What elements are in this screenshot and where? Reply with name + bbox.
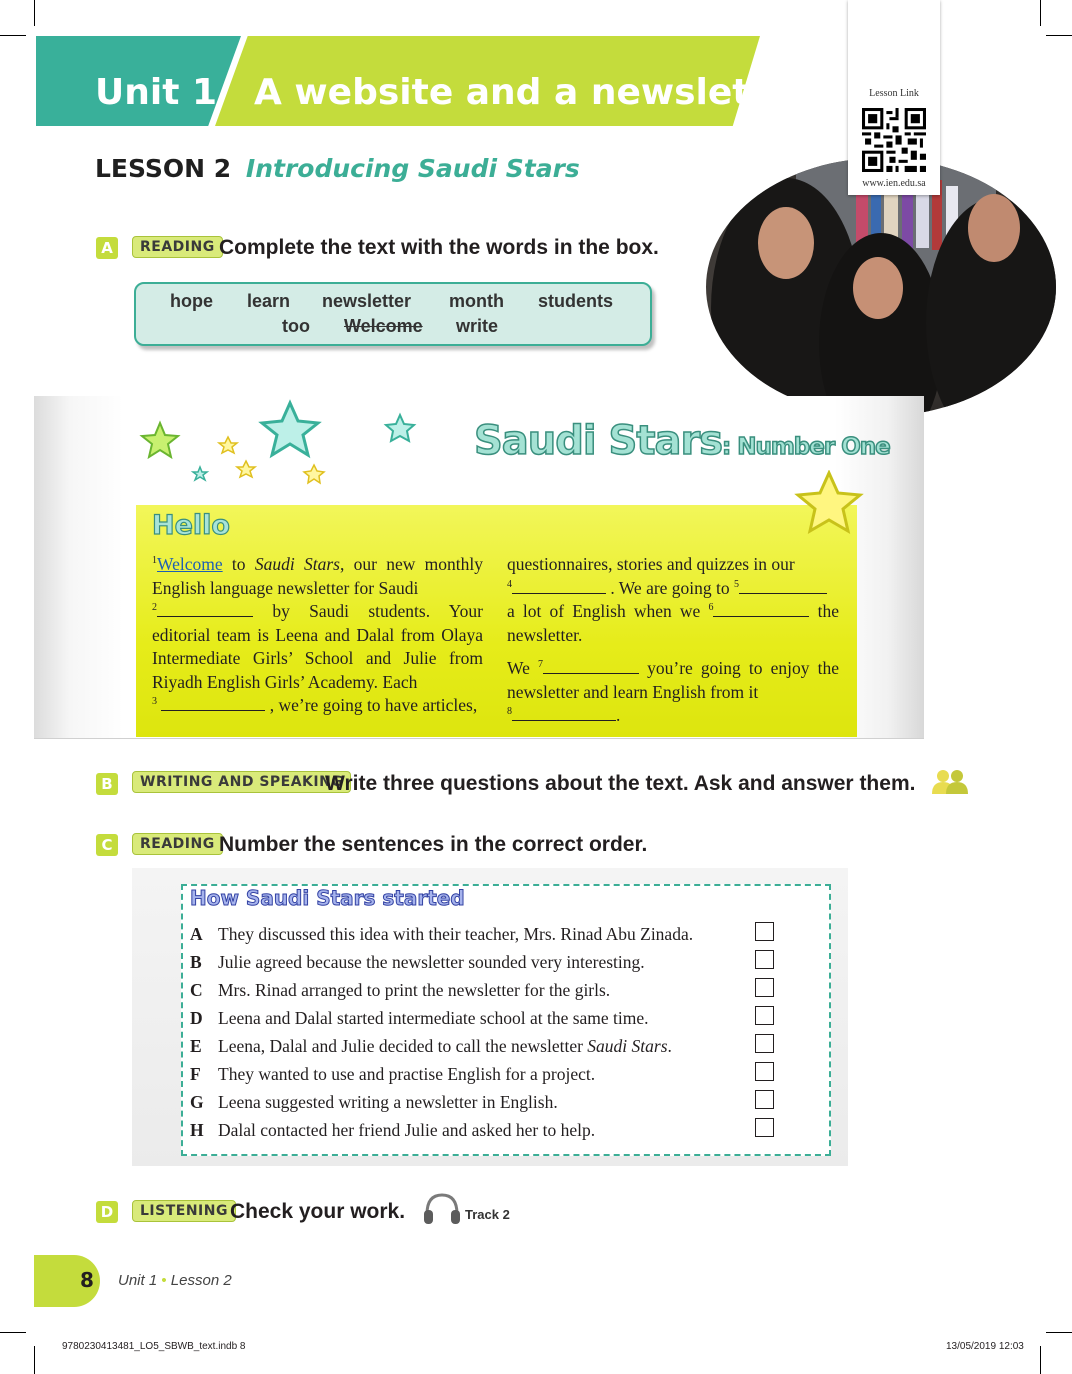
crop-mark: [1046, 1332, 1072, 1333]
order-checkbox-g[interactable]: [755, 1090, 774, 1109]
blank-number: 2: [152, 602, 157, 614]
order-checkbox-f[interactable]: [755, 1062, 774, 1081]
star-icon: [237, 461, 255, 477]
article-text: . We are going to: [606, 577, 735, 598]
star-icon: [794, 470, 864, 536]
sentence-letter: H: [190, 1120, 204, 1140]
sentence-row-a: [190, 924, 693, 945]
article-text: a lot of English when we: [507, 601, 709, 621]
blank-number: 1: [152, 555, 157, 567]
sentence-row-c: [190, 980, 610, 1001]
track-number: Track 2: [465, 1207, 510, 1222]
lesson-title: Introducing Saudi Stars: [245, 154, 580, 183]
newsletter-name: Saudi Stars: [474, 418, 723, 464]
lesson-link-panel[interactable]: [848, 0, 940, 195]
sentence-text: Mrs. Rinad arranged to print the newsletter for the girls.: [218, 980, 611, 1000]
word-write: write: [456, 316, 499, 336]
sentence-text: Leena, Dalal and Julie decided to call the newsletter: [218, 1036, 588, 1056]
word-newsletter: newsletter: [322, 291, 412, 311]
footer-unit: Unit 1: [118, 1272, 158, 1289]
word-learn: learn: [247, 291, 291, 311]
blank-number: 8: [507, 706, 512, 718]
task-c-instruction: Number the sentences in the correct order.: [219, 833, 648, 856]
word-box: [134, 282, 652, 346]
sentence-letter: B: [190, 952, 202, 972]
article-column-left: [152, 553, 483, 718]
footer-bullet: •: [161, 1272, 167, 1289]
sentence-text: They discussed this idea with their teacher, Mrs. Rinad Abu Zinada.: [218, 924, 694, 944]
article-text: .: [616, 705, 621, 725]
sentence-row-d: [190, 1008, 649, 1029]
task-b-instruction: Write three questions about the text. Ask and answer them.: [325, 772, 916, 795]
article-column-right: [507, 553, 839, 738]
sentence-text: Leena suggested writing a newsletter in English.: [218, 1092, 558, 1112]
sentence-text: Leena and Dalal started intermediate school at the same time.: [218, 1008, 649, 1028]
star-icon: [386, 415, 414, 441]
answer-blank-3[interactable]: [161, 696, 265, 711]
footer-breadcrumb: [118, 1272, 232, 1289]
print-slug-file: 9780230413481_LO5_SBWB_text.indb 8: [62, 1341, 246, 1352]
sentences-box-title: How Saudi Stars started: [190, 886, 465, 910]
order-checkbox-h[interactable]: [755, 1118, 774, 1137]
order-checkbox-c[interactable]: [755, 978, 774, 997]
lesson-link-url[interactable]: www.ien.edu.sa: [862, 178, 926, 189]
sentence-text: Dalal contacted her friend Julie and asked her to help.: [218, 1120, 596, 1140]
article-text: by Saudi students. Your editorial team is Leena and Dalal from Olaya Intermediate Girls’ School and Julie from Riyadh English Girls’ Academy. Each: [152, 601, 483, 692]
newsletter-title: [474, 418, 890, 464]
order-checkbox-d[interactable]: [755, 1006, 774, 1025]
star-icon: [193, 467, 207, 480]
sentence-letter: F: [190, 1064, 201, 1084]
sentence-letter: E: [190, 1036, 202, 1056]
star-icon: [219, 437, 237, 453]
sentence-row-e: [190, 1036, 672, 1057]
page-number: 8: [80, 1268, 94, 1292]
blank-number: 5: [734, 578, 740, 590]
task-d-instruction: Check your work.: [230, 1200, 406, 1223]
article-text: questionnaires, stories and quizzes in our: [507, 554, 795, 574]
task-a-skill-badge: READING: [132, 236, 223, 258]
article-text: you’re going to enjoy the newsletter and learn English from it: [507, 658, 840, 702]
order-checkbox-b[interactable]: [755, 950, 774, 969]
crop-mark: [0, 35, 26, 36]
sentence-row-b: [190, 952, 645, 973]
sentence-letter: G: [190, 1092, 204, 1112]
sentence-text: .: [667, 1036, 672, 1056]
answer-blank-5[interactable]: [739, 579, 827, 594]
sentence-letter: C: [190, 980, 203, 1000]
crop-mark: [1040, 1346, 1041, 1374]
task-c-letter: C: [96, 834, 118, 856]
task-a-instruction: Complete the text with the words in the box.: [219, 236, 659, 259]
newsletter-name-inline: Saudi Stars: [587, 1036, 668, 1056]
blank-number: 3: [152, 696, 157, 708]
lesson-label: LESSON 2: [95, 154, 232, 183]
unit-label: Unit 1: [95, 72, 217, 113]
answer-blank-4[interactable]: [512, 579, 606, 594]
task-b-skill-badge: WRITING AND SPEAKING: [132, 771, 351, 793]
article-greeting: Hello: [152, 510, 230, 541]
example-answer: Welcome: [157, 554, 223, 574]
word-welcome-crossed: Welcome: [344, 316, 423, 336]
footer-lesson: Lesson 2: [170, 1272, 232, 1289]
newsletter-number: : Number One: [722, 434, 890, 460]
article-text: , our new monthly English language newsletter for Saudi: [152, 554, 483, 598]
blank-number: 7: [538, 659, 544, 671]
article-text: the newsletter.: [507, 601, 839, 645]
star-icon: [142, 423, 178, 457]
newsletter-name-inline: Saudi Stars: [254, 554, 340, 574]
qr-code-icon[interactable]: [862, 108, 926, 172]
word-hope: hope: [170, 291, 213, 311]
lesson-heading: [95, 154, 580, 183]
word-month: month: [449, 291, 504, 311]
unit-title: A website and a newsletter: [254, 72, 809, 113]
sentence-letter: A: [190, 924, 203, 944]
crop-mark: [34, 1346, 35, 1374]
article-text: to: [222, 554, 255, 574]
sentence-text: Julie agreed because the newsletter sounded very interesting.: [218, 952, 645, 972]
crop-mark: [34, 0, 35, 26]
sentence-row-g: [190, 1092, 558, 1113]
task-d-letter: D: [96, 1201, 118, 1223]
crop-mark: [0, 1332, 26, 1333]
decorative-stars: [130, 395, 430, 495]
answer-blank-6[interactable]: [713, 602, 809, 617]
lesson-link-label: Lesson Link: [869, 88, 919, 99]
word-students: students: [538, 291, 614, 311]
pair-work-icon: [930, 768, 970, 794]
order-checkbox-a[interactable]: [755, 922, 774, 941]
headphones-icon[interactable]: [422, 1192, 462, 1226]
star-icon: [262, 403, 318, 455]
blank-number: 4: [507, 578, 512, 590]
sentence-row-f: [190, 1064, 595, 1085]
sentence-letter: D: [190, 1008, 203, 1028]
blank-number: 6: [708, 602, 714, 614]
print-slug-date: 13/05/2019 12:03: [946, 1341, 1024, 1352]
crop-mark: [1046, 35, 1072, 36]
task-a-letter: A: [96, 237, 118, 259]
order-checkbox-e[interactable]: [755, 1034, 774, 1053]
crop-mark: [1040, 0, 1041, 26]
students-illustration: [706, 158, 1056, 416]
star-icon: [304, 465, 324, 483]
answer-blank-2[interactable]: [157, 602, 253, 617]
article-text: , we’re going to have articles,: [265, 695, 478, 715]
article-text: We: [507, 658, 539, 678]
answer-blank-7[interactable]: [543, 659, 639, 674]
students-photo: [706, 158, 1056, 416]
sentence-row-h: [190, 1120, 595, 1141]
task-b-letter: B: [96, 773, 118, 795]
task-c-skill-badge: READING: [132, 833, 223, 855]
task-d-skill-badge: LISTENING: [132, 1200, 236, 1222]
word-too: too: [282, 316, 310, 336]
answer-blank-8[interactable]: [512, 706, 616, 721]
sentence-text: They wanted to use and practise English for a project.: [218, 1064, 596, 1084]
